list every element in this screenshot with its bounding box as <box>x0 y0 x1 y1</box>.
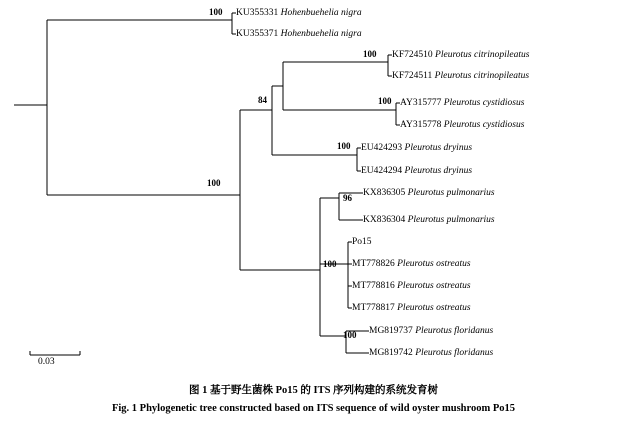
taxon-label <box>363 188 495 199</box>
taxon-label <box>352 259 471 270</box>
taxon-accession: KF724510 <box>392 50 433 60</box>
bootstrap-support: 100 <box>209 7 223 17</box>
taxon-label <box>392 71 529 82</box>
taxon-species: Pleurotus citrinopileatus <box>435 50 530 60</box>
bootstrap-support: 100 <box>343 330 357 340</box>
taxon-accession: MT778817 <box>352 303 395 313</box>
taxon-label <box>363 215 495 226</box>
taxon-accession: MT778816 <box>352 281 395 291</box>
bootstrap-support: 100 <box>378 96 392 106</box>
taxon-species: Pleurotus pulmonarius <box>407 188 495 198</box>
taxon-species: Pleurotus floridanus <box>415 348 494 358</box>
bootstrap-support: 100 <box>323 259 337 269</box>
figure-caption-english: Fig. 1 Phylogenetic tree constructed based on ITS sequence of wild oyster mushroom Po15 <box>111 403 516 414</box>
taxon-accession: KX836305 <box>363 188 406 198</box>
taxon-species: Pleurotus pulmonarius <box>407 215 495 225</box>
bootstrap-support: 100 <box>207 178 221 188</box>
taxon-species: Pleurotus floridanus <box>415 326 494 336</box>
taxon-species: Hohenbuehelia nigra <box>280 29 362 39</box>
taxon-species: Pleurotus ostreatus <box>397 259 471 269</box>
taxon-label <box>361 166 472 177</box>
taxon-label <box>400 120 524 131</box>
taxon-accession: KX836304 <box>363 215 406 225</box>
taxon-accession: EU424293 <box>361 143 403 153</box>
taxon-accession: KU355331 <box>236 8 279 18</box>
taxon-label <box>392 50 529 61</box>
taxon-label <box>236 8 362 19</box>
taxon-accession: AY315778 <box>400 120 442 130</box>
bootstrap-support: 96 <box>343 193 352 203</box>
taxon-label <box>236 29 362 40</box>
bootstrap-support: 100 <box>363 49 377 59</box>
taxon-label <box>400 98 524 109</box>
taxon-accession: MT778826 <box>352 259 395 269</box>
taxon-accession: KU355371 <box>236 29 279 39</box>
taxon-species: Pleurotus dryinus <box>404 143 473 153</box>
figure-caption-chinese: 图 1 基于野生菌株 Po15 的 ITS 序列构建的系统发育树 <box>188 385 439 396</box>
taxon-accession: MG819742 <box>369 348 413 358</box>
scale-bar-label: 0.03 <box>38 357 55 367</box>
taxon-label <box>352 281 471 292</box>
taxon-species: Pleurotus cystidiosus <box>443 120 525 130</box>
bootstrap-support: 84 <box>258 95 267 105</box>
taxon-label <box>352 303 471 314</box>
taxon-accession: MG819737 <box>369 326 413 336</box>
taxon-species: Pleurotus citrinopileatus <box>434 71 530 81</box>
taxon-species: Pleurotus ostreatus <box>397 303 471 313</box>
taxon-species: Hohenbuehelia nigra <box>280 8 362 18</box>
taxon-label <box>369 348 493 359</box>
taxon-accession: AY315777 <box>400 98 442 108</box>
taxon-accession: Po15 <box>352 237 372 247</box>
taxon-accession: EU424294 <box>361 166 403 176</box>
taxon-label <box>361 143 472 154</box>
taxon-label <box>352 237 372 248</box>
taxon-species: Pleurotus cystidiosus <box>443 98 525 108</box>
taxon-label <box>369 326 493 337</box>
taxon-accession: KF724511 <box>392 71 433 81</box>
taxon-species: Pleurotus ostreatus <box>397 281 471 291</box>
bootstrap-support: 100 <box>337 141 351 151</box>
taxon-species: Pleurotus dryinus <box>404 166 473 176</box>
